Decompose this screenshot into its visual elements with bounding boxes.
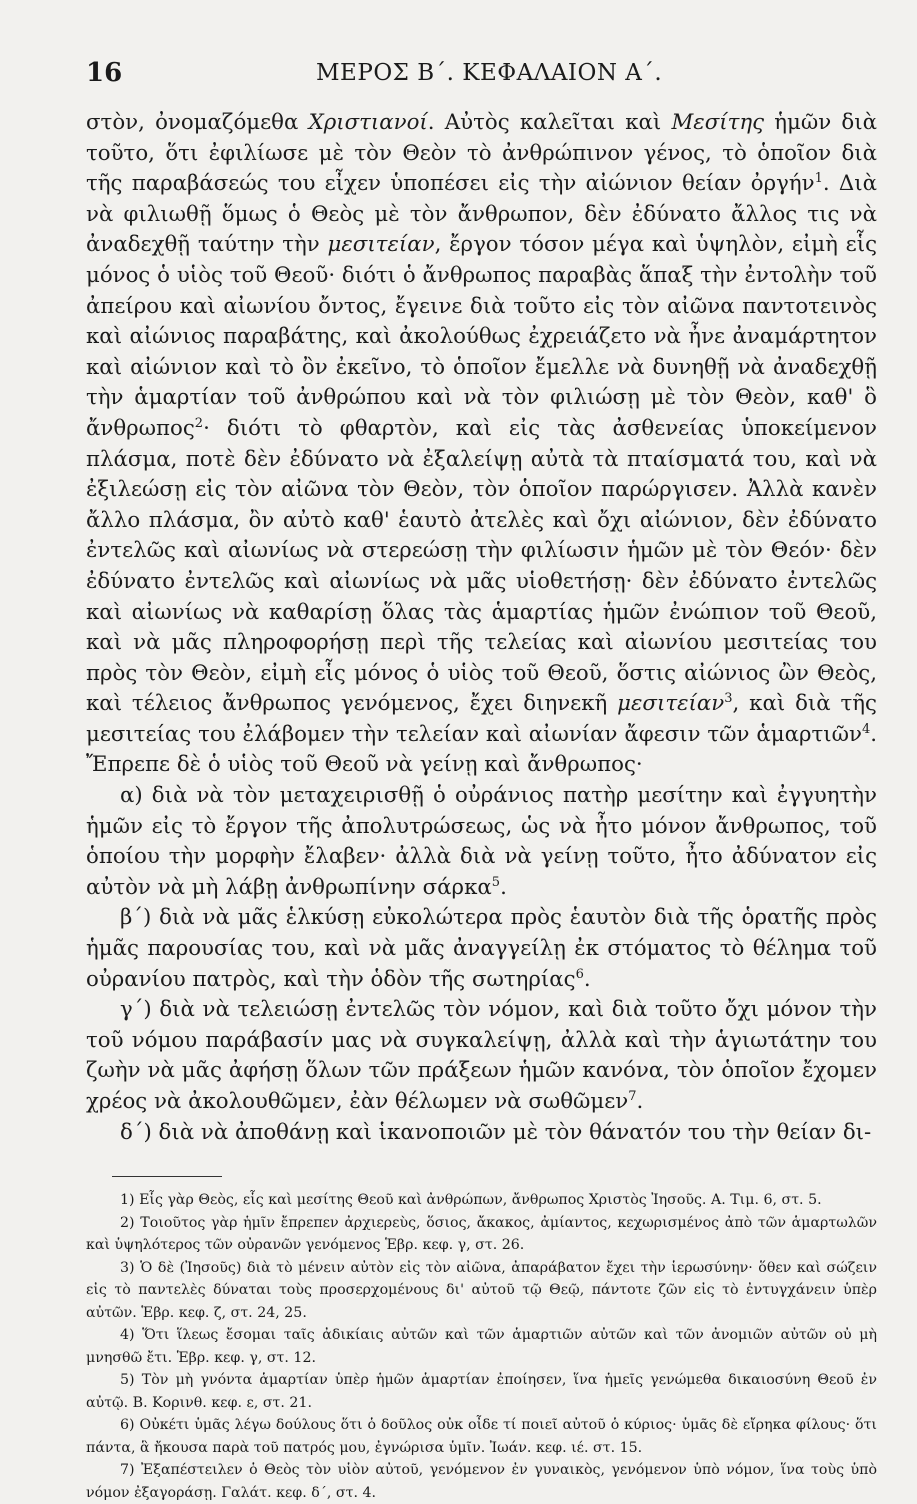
text-run: . Διὰ νὰ φιλιωθῇ ὅμως ὁ Θεὸς μὲ τὸν ἄνθρωπον, δὲν ἐδύνατο ἄλλος τις νὰ ἀναδεχθῇ ταύτην τὴν (86, 171, 877, 258)
footnote: 7) Ἐξαπέστειλεν ὁ Θεὸς τὸν υἱὸν αὐτοῦ, γενόμενον ἐν γυναικὸς, γενόμενον ὑπὸ νόμον, ἵνα τοὺς ὑπὸ νόμον ἐξαγοράσῃ. Γαλάτ. κεφ. δ΄, στ. 4. (86, 1462, 877, 1501)
footnote-marker: 3 (724, 691, 733, 707)
footnote: 4) Ὅτι ἵλεως ἔσομαι ταῖς ἀδικίαις αὐτῶν καὶ τῶν ἁμαρτιῶν αὐτῶν καὶ τῶν ἀνομιῶν αὐτῶν οὐ μὴ μνησθῶ ἔτι. Ἑβρ. κεφ. γ, στ. 12. (86, 1327, 877, 1366)
text-run: . Αὐτὸς καλεῖται καὶ (427, 110, 672, 135)
footnote-marker: 4 (861, 721, 871, 737)
page-header (86, 58, 877, 94)
emphasis: Χριστιανοί (308, 110, 428, 135)
list-item-a: α) διὰ νὰ τὸν μεταχειρισθῇ ὁ οὐράνιος πατὴρ μεσίτην καὶ ἐγγυητὴν ἡμῶν εἰς τὸ ἔργον τῆς ἀπολυτρώσεως, ὡς νὰ ἦτο μόνον ἄνθρωπος, τοῦ ὁποίου τὴν μορφὴν ἔλαβεν· ἀλλὰ διὰ νὰ γείνῃ τοῦτο, ἦτο ἀδύνατον εἰς αὐτὸν νὰ μὴ λάβῃ ἀνθρωπίνην σάρκα$^5$. (86, 783, 877, 900)
text-run: , καὶ διὰ τῆς μεσιτείας του ἐλάβομεν τὴν τελείαν καὶ αἰωνίαν ἄφεσιν τῶν ἁμαρτιῶν (86, 691, 877, 747)
footnotes (86, 1189, 877, 1504)
footnote: 1) Εἷς γὰρ Θεὸς, εἷς καὶ μεσίτης Θεοῦ καὶ ἀνθρώπων, ἄνθρωπος Χριστὸς Ἰησοῦς. Α. Τιμ. 6, στ. 5. (120, 1192, 822, 1209)
emphasis: μεσιτείαν (327, 232, 435, 258)
text-run: στὸν, ὀνομαζόμεθα (86, 110, 309, 135)
list-item-c: γ΄) διὰ νὰ τελειώσῃ ἐντελῶς τὸν νόμον, καὶ διὰ τοῦτο ὄχι μόνον τὴν τοῦ νόμου παράβασίν μας νὰ συγκαλείψῃ, ἀλλὰ καὶ τὴν ἁγιωτάτην του ζωὴν νὰ μᾶς ἀφήσῃ ὅλων τῶν πράξεων ἡμῶν κανόνα, τὸν ὁποῖον ἔχομεν χρέος νὰ ἀκολουθῶμεν, ἐὰν θέλωμεν νὰ σωθῶμεν$^7$. (86, 997, 877, 1114)
list-item-b: β΄) διὰ νὰ μᾶς ἑλκύσῃ εὐκολώτερα πρὸς ἑαυτὸν διὰ τῆς ὁρατῆς πρὸς ἡμᾶς παρουσίας του, καὶ νὰ μᾶς ἀναγγείλῃ ἐκ στόματος τὸ θέλημα τοῦ οὐρανίου πατρὸς, καὶ τὴν ὁδὸν τῆς σωτηρίας$^6$. (86, 905, 877, 992)
footnote-marker: 1 (814, 171, 823, 187)
footnote-marker: 7 (628, 1088, 637, 1104)
text-run: β΄) διὰ νὰ μᾶς ἑλκύσῃ εὐκολώτερα πρὸς ἑαυτὸν διὰ τῆς ὁρατῆς πρὸς ἡμᾶς παρουσίας του, καὶ νὰ μᾶς ἀναγγείλῃ ἐκ στόματος τὸ θέλημα τοῦ οὐρανίου πατρὸς, καὶ τὴν ὁδὸν τῆς σωτηρίας (86, 905, 877, 992)
running-head: ΜΕΡΟΣ Β΄. ΚΕΦΑΛΑΙΟΝ Α΄. (316, 60, 663, 86)
footnote: 6) Οὐκέτι ὑμᾶς λέγω δούλους ὅτι ὁ δοῦλος οὐκ οἶδε τί ποιεῖ αὐτοῦ ὁ κύριος· ὑμᾶς δὲ εἴρηκα φίλους· ὅτι πάντα, ἃ ἤκουσα παρὰ τοῦ πατρός μου, ἐγνώρισα ὑμῖν. Ἰωάν. κεφ. ιέ. στ. 15. (86, 1417, 877, 1456)
paragraph (86, 108, 877, 781)
main-text (86, 108, 877, 1148)
text-run: δ΄) διὰ νὰ ἀποθάνῃ καὶ ἱκανοποιῶν μὲ τὸν θάνατόν του τὴν θείαν δι- (120, 1119, 872, 1145)
footnote-marker: 5 (491, 874, 501, 890)
footnote-rule (112, 1176, 222, 1177)
footnote: 3) Ὁ δὲ (Ἰησοῦς) διὰ τὸ μένειν αὐτὸν εἰς τὸν αἰῶνα, ἀπαράβατον ἔχει τὴν ἱερωσύνην· ὅθεν καὶ σώζειν εἰς τὸ παντελὲς δύναται τοὺς προσερχομένους δι' αὐτοῦ τῷ Θεῷ, πάντοτε ζῶν εἰς τὸ ἐντυγχάνειν ὑπὲρ αὐτῶν. Ἑβρ. κεφ. ζ, στ. 24, 25. (86, 1259, 877, 1321)
page-number: 16 (86, 58, 123, 88)
text-run: , ἔργον τόσον μέγα καὶ ὑψηλὸν, εἰμὴ εἷς μόνος ὁ υἱὸς τοῦ Θεοῦ· διότι ὁ ἄνθρωπος παραβὰς ἅπαξ τὴν ἐντολὴν τοῦ ἀπείρου καὶ αἰωνίου ὄντος, ἔγεινε διὰ τοῦτο εἰς τὸν αἰῶνα παντοτεινὸς καὶ αἰώνιος παραβάτης, καὶ ἀκολούθως ἐχρειάζετο νὰ ἦνε ἀναμάρτητον καὶ αἰώνιον καὶ τὸ ὂν ἐκεῖνο, τὸ ὁποῖον ἔμελλε νὰ δυνηθῇ νὰ ἀναδεχθῇ τὴν ἁμαρτίαν τοῦ ἀνθρώπου καὶ νὰ τὸν φιλιώσῃ μὲ τὸν Θεὸν, καθ' ὃ ἄνθρωπος (86, 232, 877, 441)
text-run: α) διὰ νὰ τὸν μεταχειρισθῇ ὁ οὐράνιος πατὴρ μεσίτην καὶ ἐγγυητὴν ἡμῶν εἰς τὸ ἔργον τῆς ἀπολυτρώσεως, ὡς νὰ ἦτο μόνον ἄνθρωπος, τοῦ ὁποίου τὴν μορφὴν ἔλαβεν· ἀλλὰ διὰ νὰ γείνῃ τοῦτο, ἦτο ἀδύνατον εἰς αὐτὸν νὰ μὴ λάβῃ ἀνθρωπίνην σάρκα (86, 783, 877, 900)
footnote-marker: 6 (575, 966, 584, 982)
footnote: 2) Τοιοῦτος γὰρ ἡμῖν ἔπρεπεν ἀρχιερεὺς, ὅσιος, ἄκακος, ἀμίαντος, κεχωρισμένος ἀπὸ τῶν ἁμαρτωλῶν καὶ ὑψηλότερος τῶν οὐρανῶν γενόμενος Ἑβρ. κεφ. γ, στ. 26. (86, 1214, 877, 1254)
footnote-marker: 2 (194, 415, 204, 431)
text-run: . Ἔπρεπε δὲ ὁ υἱὸς τοῦ Θεοῦ νὰ γείνῃ καὶ ἄνθρωπος· (86, 721, 877, 778)
footnote: 5) Τὸν μὴ γνόντα ἁμαρτίαν ὑπὲρ ἡμῶν ἁμαρτίαν ἐποίησεν, ἵνα ἡμεῖς γενώμεθα δικαιοσύνη Θεοῦ ἐν αὐτῷ. Β. Κορινθ. κεφ. ε, στ. 21. (86, 1372, 877, 1411)
emphasis: Μεσίτης (671, 110, 765, 135)
text-run: ἡμῶν διὰ τοῦτο, ὅτι ἐφιλίωσε μὲ τὸν Θεὸν τὸ ἀνθρώπινον γένος, τὸ ὁποῖον διὰ τῆς παραβάσεώς του εἶχεν ὑποπέσει εἰς τὴν αἰώνιον θείαν ὀργήν (86, 110, 877, 197)
text-run: · διότι τὸ φθαρτὸν, καὶ εἰς τὰς ἀσθενείας ὑποκείμενον πλάσμα, ποτὲ δὲν ἐδύνατο νὰ ἐξαλείψῃ αὐτὰ τὰ πταίσματά του, καὶ νὰ ἐξιλεώσῃ εἰς τὸν αἰῶνα τὸν Θεὸν, τὸν ὁποῖον παρώργισεν. Ἀλλὰ κανὲν ἄλλο πλάσμα, ὂν αὐτὸ καθ' ἑαυτὸ ἀτελὲς καὶ ὄχι αἰώνιον, δὲν ἐδύνατο ἐντελῶς καὶ αἰωνίως νὰ στερεώσῃ τὴν φιλίωσιν ἡμῶν μὲ τὸν Θεόν· δὲν ἐδύνατο ἐντελῶς καὶ αἰωνίως νὰ μᾶς υἱοθετήσῃ· δὲν ἐδύνατο ἐντελῶς καὶ αἰωνίως νὰ καθαρίσῃ ὅλας τὰς ἁμαρτίας ἡμῶν ἐνώπιον τοῦ Θεοῦ, καὶ νὰ μᾶς πληροφορήσῃ περὶ τῆς τελείας καὶ αἰωνίου μεσιτείας του πρὸς τὸν Θεὸν, εἰμὴ εἷς μόνος ὁ υἱὸς τοῦ Θεοῦ, ὅστις αἰώνιος ὢν Θεὸς, καὶ τέλειος ἄνθρωπος γενόμενος, ἔχει διηνεκῆ (86, 415, 877, 717)
text-run: γ΄) διὰ νὰ τελειώσῃ ἐντελῶς τὸν νόμον, καὶ διὰ τοῦτο ὄχι μόνον τὴν τοῦ νόμου παράβασίν μας νὰ συγκαλείψῃ, ἀλλὰ καὶ τὴν ἁγιωτάτην του ζωὴν νὰ μᾶς ἀφήσῃ ὅλων τῶν πράξεων ἡμῶν κανόνα, τὸν ὁποῖον ἔχομεν χρέος νὰ ἀκολουθῶμεν, ἐὰν θέλωμεν νὰ σωθῶμεν (86, 997, 877, 1114)
list-item-d (86, 1118, 877, 1149)
emphasis: μεσιτείαν (617, 691, 725, 717)
